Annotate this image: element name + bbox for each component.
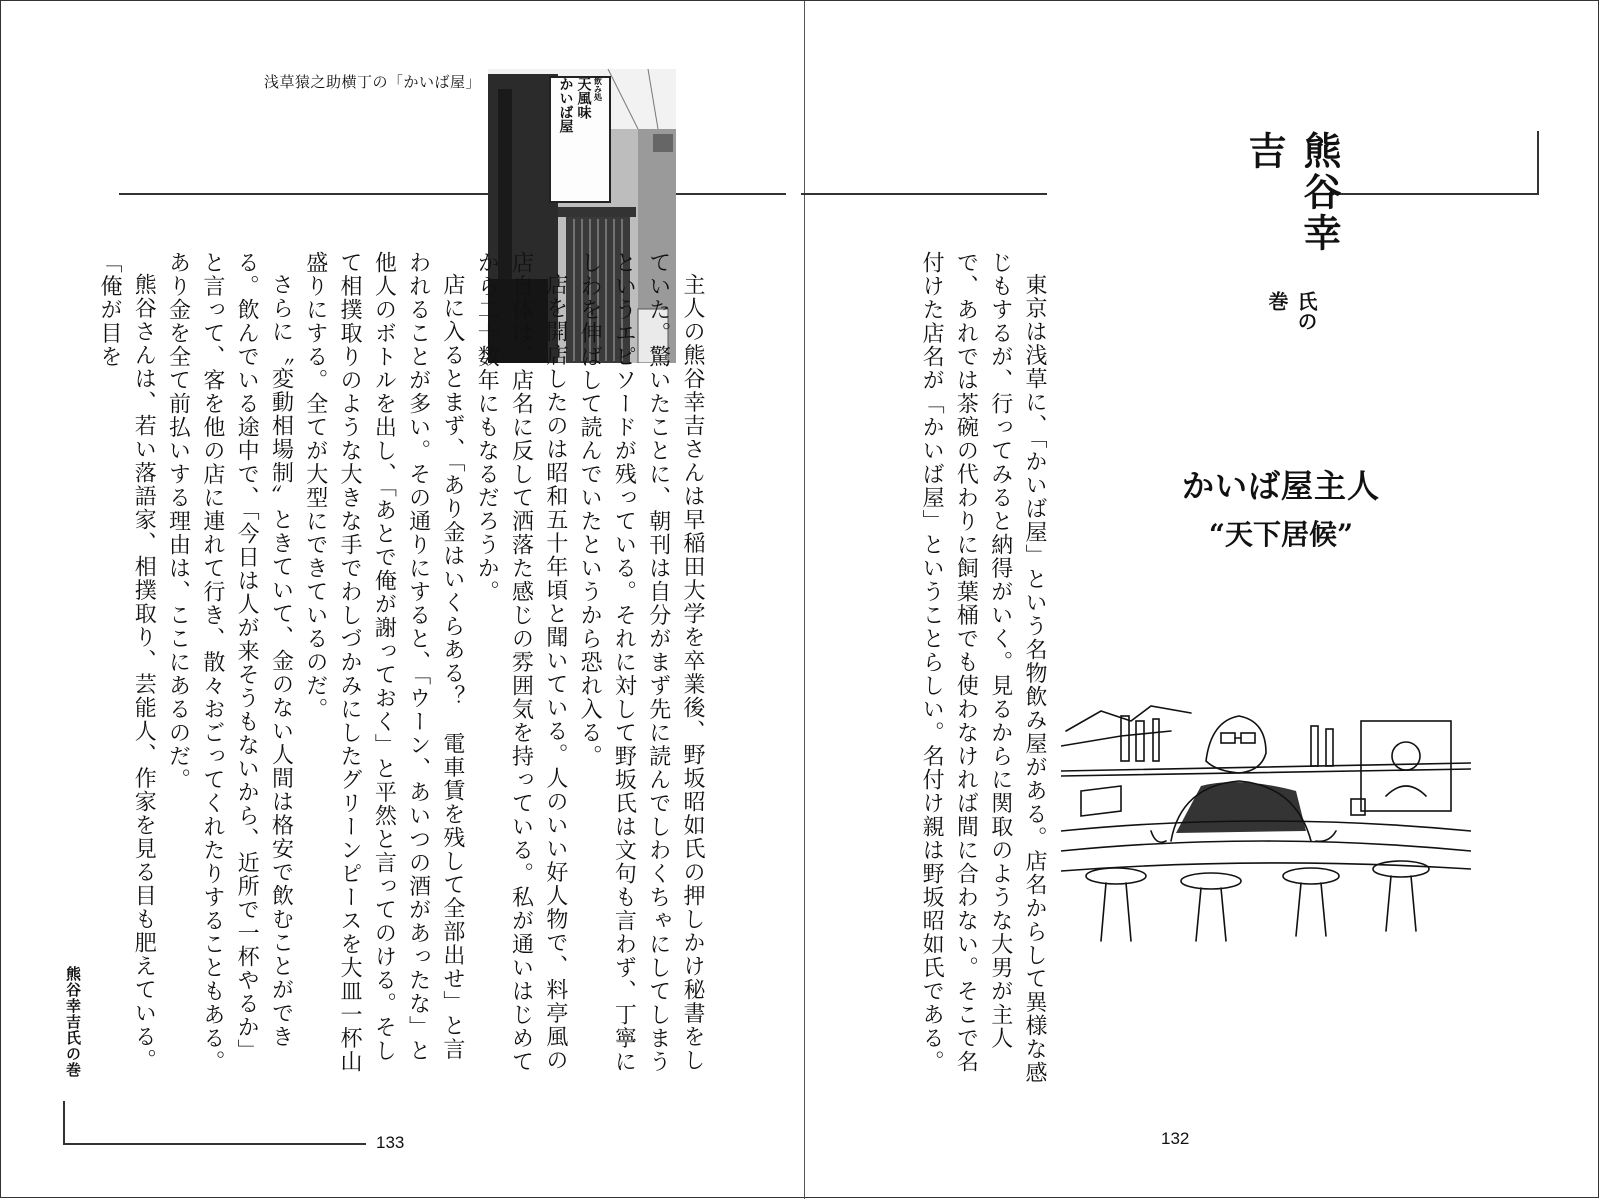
paragraph: さらに〝変動相場制〟ときていて、金のない人間は格安で飲むことができる。飲んでいる途中で、「今日は人が来そうもないから、近所で一杯やるか」と言って、客を他の店に連れて行き、散々おごってくれたりすることもある。あり金を全て前払いする理由は、ここにあるのだ。	[165, 251, 294, 1074]
profile-subtitle: “天下居候”	[1208, 518, 1354, 551]
page-number: 133	[376, 1133, 405, 1152]
paragraph: 店を開店したのは昭和五十年頃と聞いている。人のいい好人物で、料亭風の店自体は、店名に反して洒落た感じの雰囲気を持っている。私が通いはじめてから二十数年にもなるだろうか。	[474, 251, 568, 1074]
chapter-name: 熊谷幸吉	[1242, 131, 1341, 254]
footer-rule-vertical	[63, 1101, 65, 1145]
left-page	[1, 1, 804, 1199]
chapter-suffix: 氏の巻	[1265, 290, 1318, 331]
profile-title: かいば屋主人	[1181, 467, 1380, 505]
footer-rule	[63, 1143, 366, 1145]
top-rule-right-vertical	[1537, 131, 1539, 195]
chapter-title	[1237, 131, 1347, 346]
bar-owner-illustration	[1061, 691, 1471, 946]
page-number: 132	[1161, 1129, 1190, 1148]
top-rule-right-2	[1335, 193, 1539, 195]
photo-caption: 浅草猿之助横丁の「かいば屋」	[263, 73, 481, 91]
top-rule-left-2	[676, 193, 786, 195]
paragraph: 熊谷さんは、若い落語家、相撲取り、芸能人、作家を見る目も肥えている。「俺が目を	[96, 251, 157, 1072]
sign-line-2: かいば屋	[557, 77, 574, 133]
body-text-left	[96, 251, 709, 1081]
sign-line-1: 天風味	[575, 77, 592, 119]
sign-small-text: 飲み処	[593, 77, 603, 101]
running-title: 熊谷幸吉氏の巻	[64, 966, 82, 1078]
body-text-right	[911, 251, 1051, 1091]
top-rule-right	[801, 193, 1047, 195]
top-rule-left	[119, 193, 488, 195]
paragraph: 店に入るとまず、「あり金はいくらある？ 電車賃を残して全部出せ」と言われることが多い。その通りにすると、「ウーン、あいつの酒があったな」と他人のボトルを出し、「あとで俺が謝っておく」と平然と言ってのける。そして相撲取りのような大きな手でわしづかみにしたグリーンピースを大皿一杯山盛りにする。全てが大型にできているのだ。	[302, 251, 465, 1074]
paragraph: 主人の熊谷幸吉さんは早稲田大学を卒業後、野坂昭如氏の押しかけ秘書をしていた。驚いたことに、朝刊は自分がまず先に読んでしわくちゃにしてしまうというエピソードが残っている。それに対して野坂氏は文句も言わず、丁寧にしわを伸ばして読んでいたというから恐れ入る。	[577, 251, 705, 1074]
paragraph: 東京は浅草に、「かいば屋」という名物飲み屋がある。店名からして異様な感じもするが、行ってみると納得がいく。見るからに関取のような大男が主人で、あれでは茶碗の代わりに飼葉桶でも使わなければ間に合わない。そこで名付けた店名が「かいば屋」ということらしい。名付け親は野坂昭如氏である。	[919, 251, 1047, 1085]
